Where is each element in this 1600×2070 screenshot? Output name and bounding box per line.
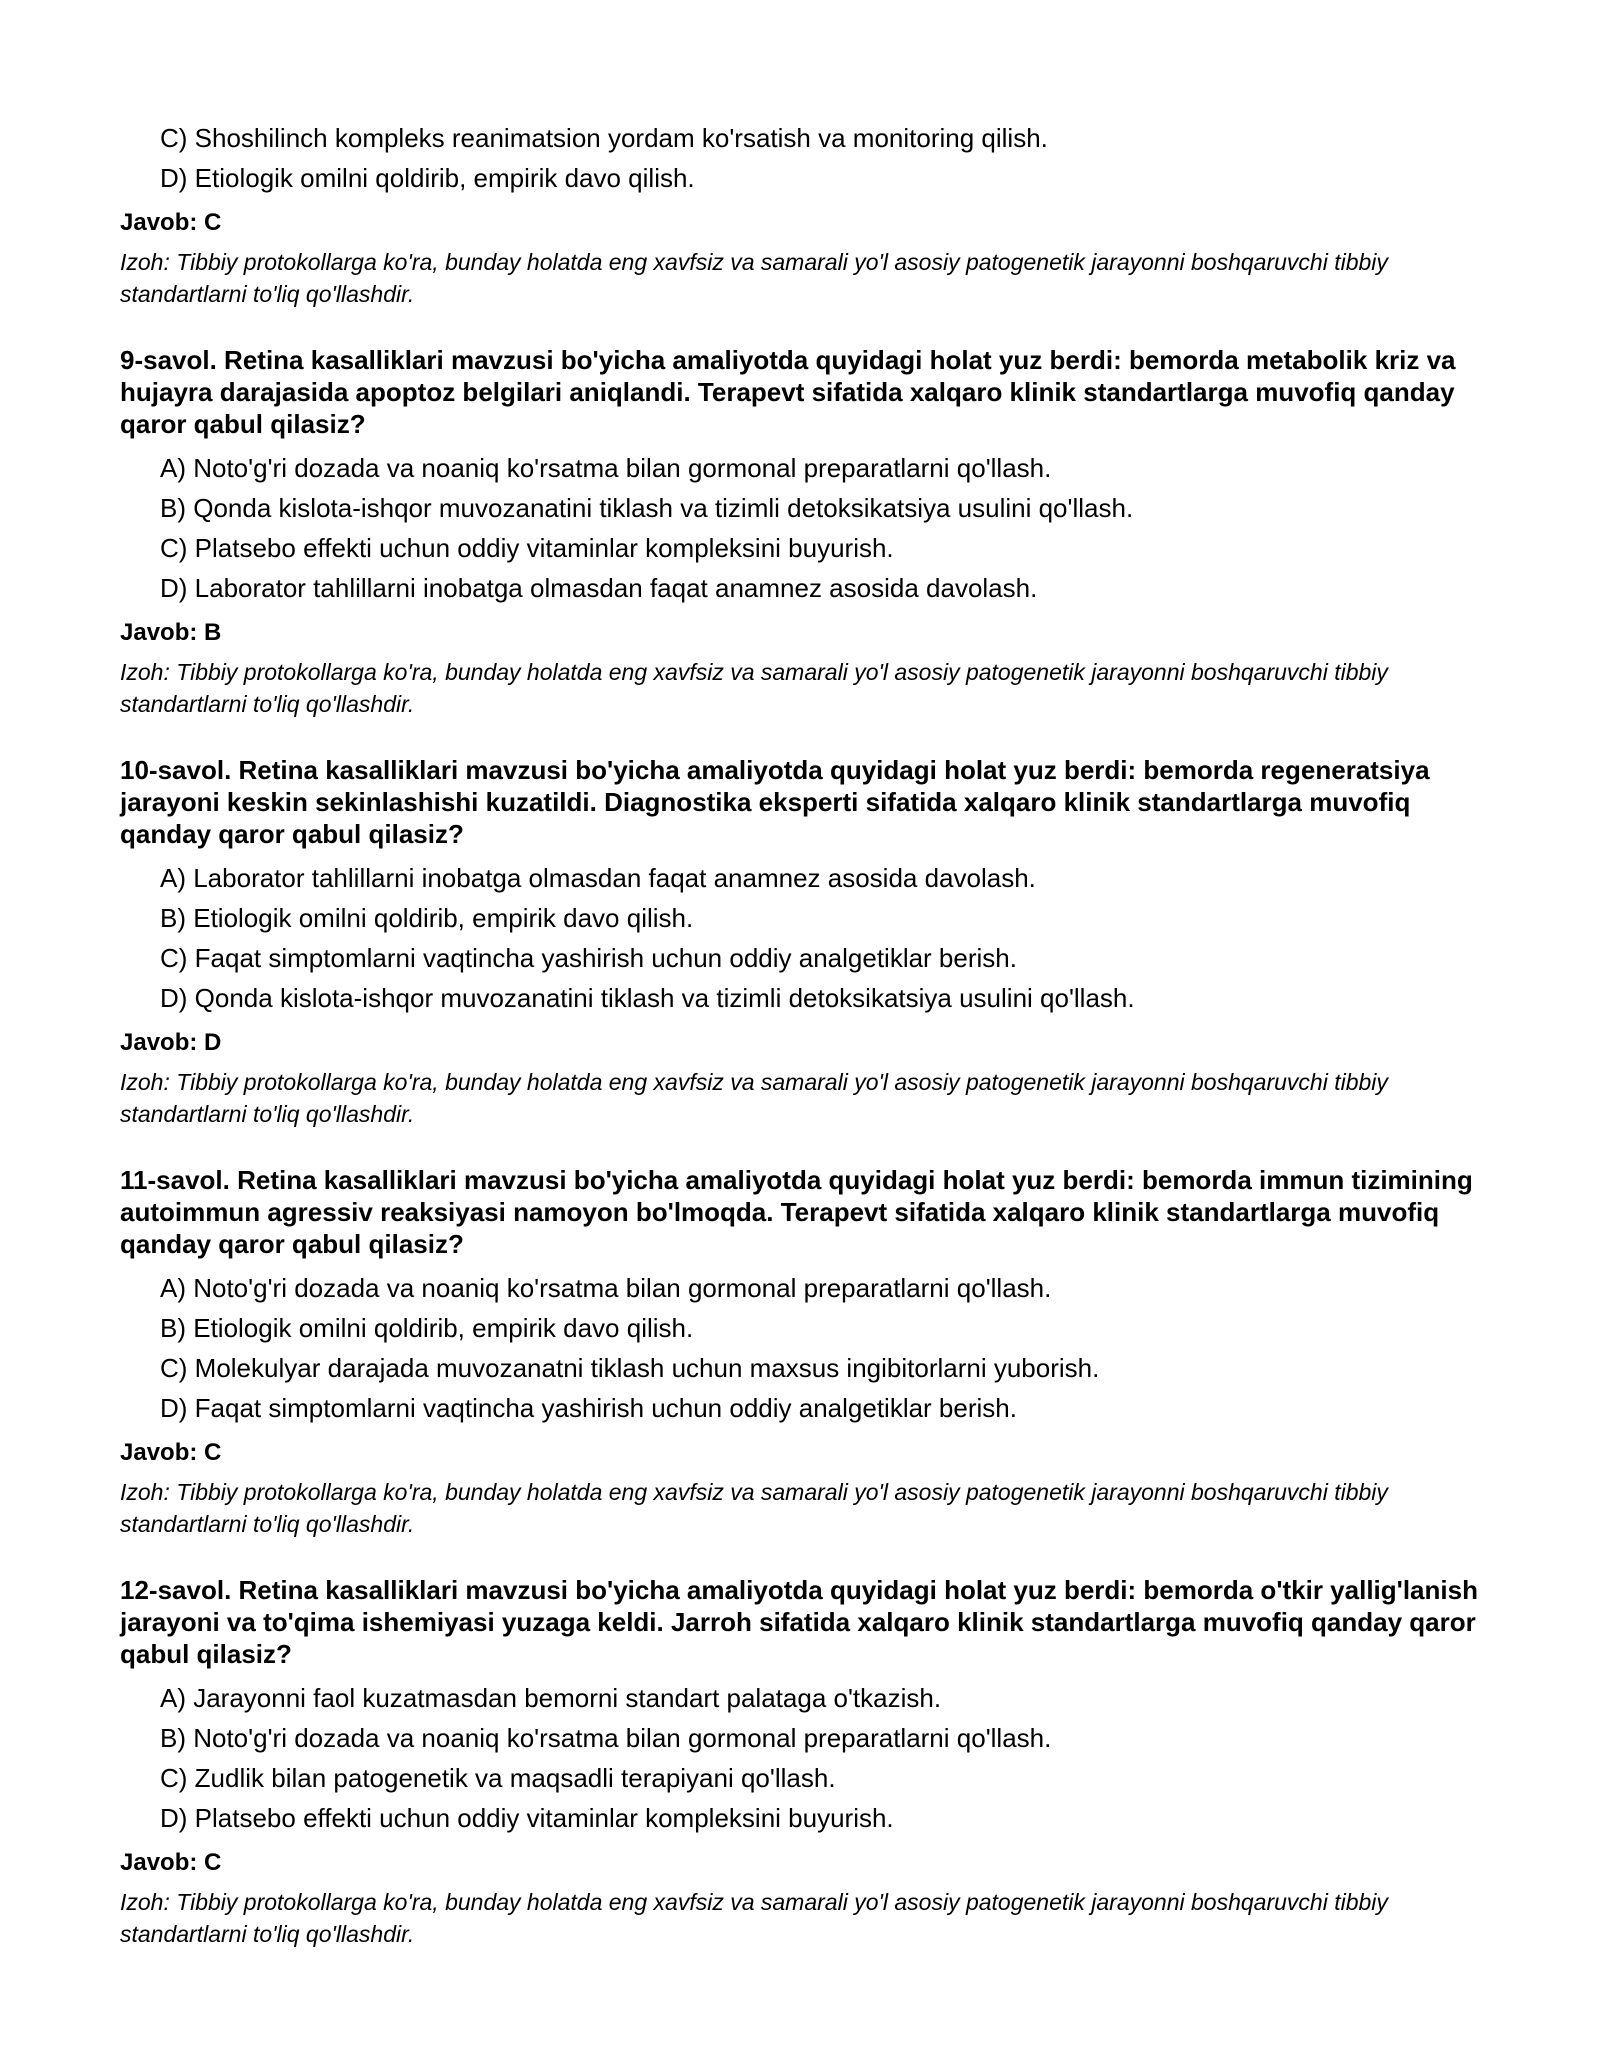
option-b: B) Etiologik omilni qoldirib, empirik davo qilish. (160, 903, 694, 933)
question-9 (120, 344, 1500, 720)
option-b: B) Noto'g'ri dozada va noaniq ko'rsatma bilan gormonal preparatlarni qo'llash. (160, 1723, 1052, 1753)
option-b: B) Qonda kislota-ishqor muvozanatini tiklash va tizimli detoksikatsiya usulini qo'llash. (160, 493, 1134, 523)
question-text: 12-savol. Retina kasalliklari mavzusi bo'yicha amaliyotda quyidagi holat yuz berdi: bemorda o'tkir yallig'lanish jarayoni va to'qima ishemiyasi yuzaga keldi. Jarroh sifatida xalqaro klinik standartlarga muvofiq qanday qaror qabul qilasiz? (120, 1575, 1478, 1669)
answer-label: Javob: C (120, 1439, 222, 1466)
answer-label: Javob: C (120, 209, 222, 236)
option-d: D) Platsebo effekti uchun oddiy vitaminlar kompleksini buyurish. (160, 1803, 894, 1833)
question-text: 10-savol. Retina kasalliklari mavzusi bo'yicha amaliyotda quyidagi holat yuz berdi: bemorda regeneratsiya jarayoni keskin sekinlashishi kuzatildi. Diagnostika eksperti sifatida xalqaro klinik standartlarga muvofiq qanday qaror qabul qilasiz? (120, 755, 1430, 849)
explanation-note: Izoh: Tibbiy protokollarga ko'ra, bunday holatda eng xavfsiz va samarali yo'l asosiy patogenetik jarayonni boshqaruvchi tibbiy standartlarni to'liq qo'llashdir. (120, 1069, 1388, 1127)
question-11 (120, 1164, 1500, 1540)
explanation-note: Izoh: Tibbiy protokollarga ko'ra, bunday holatda eng xavfsiz va samarali yo'l asosiy patogenetik jarayonni boshqaruvchi tibbiy standartlarni to'liq qo'llashdir. (120, 1889, 1388, 1947)
option-d: D) Laborator tahlillarni inobatga olmasdan faqat anamnez asosida davolash. (160, 573, 1038, 603)
option-c: C) Platsebo effekti uchun oddiy vitaminlar kompleksini buyurish. (160, 533, 894, 563)
option-d: D) Qonda kislota-ishqor muvozanatini tiklash va tizimli detoksikatsiya usulini qo'llash. (160, 983, 1135, 1013)
option-d: D) Etiologik omilni qoldirib, empirik davo qilish. (160, 163, 695, 193)
option-c: C) Shoshilinch kompleks reanimatsion yordam ko'rsatish va monitoring qilish. (160, 123, 1048, 153)
explanation-note: Izoh: Tibbiy protokollarga ko'ra, bunday holatda eng xavfsiz va samarali yo'l asosiy patogenetik jarayonni boshqaruvchi tibbiy standartlarni to'liq qo'llashdir. (120, 1479, 1388, 1537)
explanation-note: Izoh: Tibbiy protokollarga ko'ra, bunday holatda eng xavfsiz va samarali yo'l asosiy patogenetik jarayonni boshqaruvchi tibbiy standartlarni to'liq qo'llashdir. (120, 249, 1388, 307)
question-12 (120, 1574, 1500, 1950)
option-a: A) Jarayonni faol kuzatmasdan bemorni standart palataga o'tkazish. (160, 1683, 942, 1713)
question-text: 11-savol. Retina kasalliklari mavzusi bo'yicha amaliyotda quyidagi holat yuz berdi: bemorda immun tizimining autoimmun agressiv reaksiyasi namoyon bo'lmoqda. Terapevt sifatida xalqaro klinik standartlarga muvofiq qanday qaror qabul qilasiz? (120, 1165, 1473, 1259)
option-c: C) Faqat simptomlarni vaqtincha yashirish uchun oddiy analgetiklar berish. (160, 943, 1017, 973)
question-10 (120, 754, 1500, 1130)
answer-label: Javob: D (120, 1029, 222, 1056)
option-b: B) Etiologik omilni qoldirib, empirik davo qilish. (160, 1313, 694, 1343)
option-a: A) Noto'g'ri dozada va noaniq ko'rsatma bilan gormonal preparatlarni qo'llash. (160, 453, 1052, 483)
answer-label: Javob: B (120, 619, 222, 646)
option-c: C) Zudlik bilan patogenetik va maqsadli terapiyani qo'llash. (160, 1763, 836, 1793)
explanation-note: Izoh: Tibbiy protokollarga ko'ra, bunday holatda eng xavfsiz va samarali yo'l asosiy patogenetik jarayonni boshqaruvchi tibbiy standartlarni to'liq qo'llashdir. (120, 659, 1388, 717)
document-page (120, 118, 1500, 1950)
question-text: 9-savol. Retina kasalliklari mavzusi bo'yicha amaliyotda quyidagi holat yuz berdi: bemorda metabolik kriz va hujayra darajasida apoptoz belgilari aniqlandi. Terapevt sifatida xalqaro klinik standartlarga muvofiq qanday qaror qabul qilasiz? (120, 345, 1456, 439)
question-8-tail (120, 118, 1500, 310)
option-a: A) Noto'g'ri dozada va noaniq ko'rsatma bilan gormonal preparatlarni qo'llash. (160, 1273, 1052, 1303)
option-a: A) Laborator tahlillarni inobatga olmasdan faqat anamnez asosida davolash. (160, 863, 1036, 893)
option-d: D) Faqat simptomlarni vaqtincha yashirish uchun oddiy analgetiklar berish. (160, 1393, 1017, 1423)
answer-label: Javob: C (120, 1849, 222, 1876)
option-c: C) Molekulyar darajada muvozanatni tiklash uchun maxsus ingibitorlarni yuborish. (160, 1353, 1100, 1383)
